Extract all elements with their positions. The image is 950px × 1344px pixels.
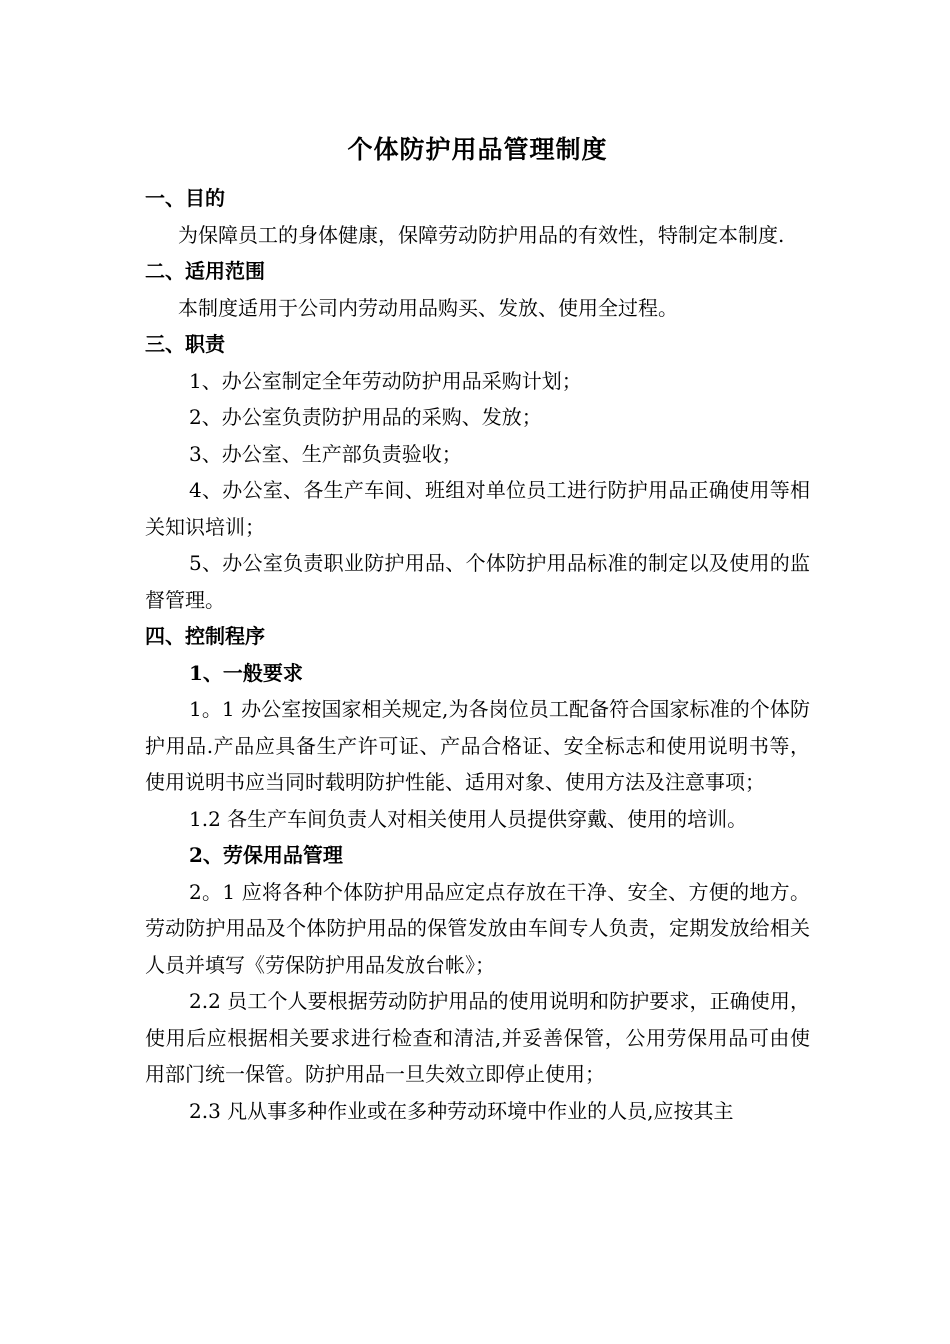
duty-item: 1、办公室制定全年劳动防护用品采购计划； [189,368,582,393]
scope-paragraph: 本制度适用于公司内劳动用品购买、发放、使用全过程。 [178,295,678,320]
section-heading-duties: 三、职责 [145,332,225,356]
management-item: 2.2 员工个人要根据劳动防护用品的使用说明和防护要求，正确使用，使用后应根据相关要求进行检查和清洁,并妥善保管，公用劳保用品可由使用部门统一保管。防护用品一旦失效立即停止使用； [145,989,810,1086]
duty-item: 2、办公室负责防护用品的采购、发放； [189,405,542,429]
duty-item: 4、办公室、各生产车间、班组对单位员工进行防护用品正确使用等相关知识培训； [145,478,810,539]
document-page [145,130,810,1129]
duty-item: 5、办公室负责职业防护用品、个体防护用品标准的制定以及使用的监督管理。 [145,551,810,612]
general-requirement-item: 1。1 办公室按国家相关规定,为各岗位员工配备符合国家标准的个体防护用品.产品应具备生产许可证、产品合格证、安全标志和使用说明书等，使用说明书应当同时载明防护性能、适用对象、使用方法及注意事项； [145,697,810,794]
subsection-heading-management: 2、劳保用品管理 [189,843,343,867]
duty-item: 3、办公室、生产部负责验收； [189,441,462,466]
section-heading-purpose: 一、目的 [145,186,225,210]
document-title: 个体防护用品管理制度 [347,135,608,164]
section-heading-scope: 二、适用范围 [145,259,265,283]
subsection-heading-general: 1、一般要求 [189,660,303,685]
section-heading-control: 四、控制程序 [145,624,265,648]
management-item: 2.3 凡从事多种作业或在多种劳动环境中作业的人员,应按其主 [189,1098,734,1123]
general-requirement-item: 1.2 各生产车间负责人对相关使用人员提供穿戴、使用的培训。 [189,806,748,831]
management-item: 2。1 应将各种个体防护用品应定点存放在干净、安全、方便的地方。劳动防护用品及个体防护用品的保管发放由车间专人负责，定期发放给相关人员并填写《劳保防护用品发放台帐》； [145,879,810,977]
purpose-paragraph: 为保障员工的身体健康，保障劳动防护用品的有效性，特制定本制度. [178,222,785,247]
